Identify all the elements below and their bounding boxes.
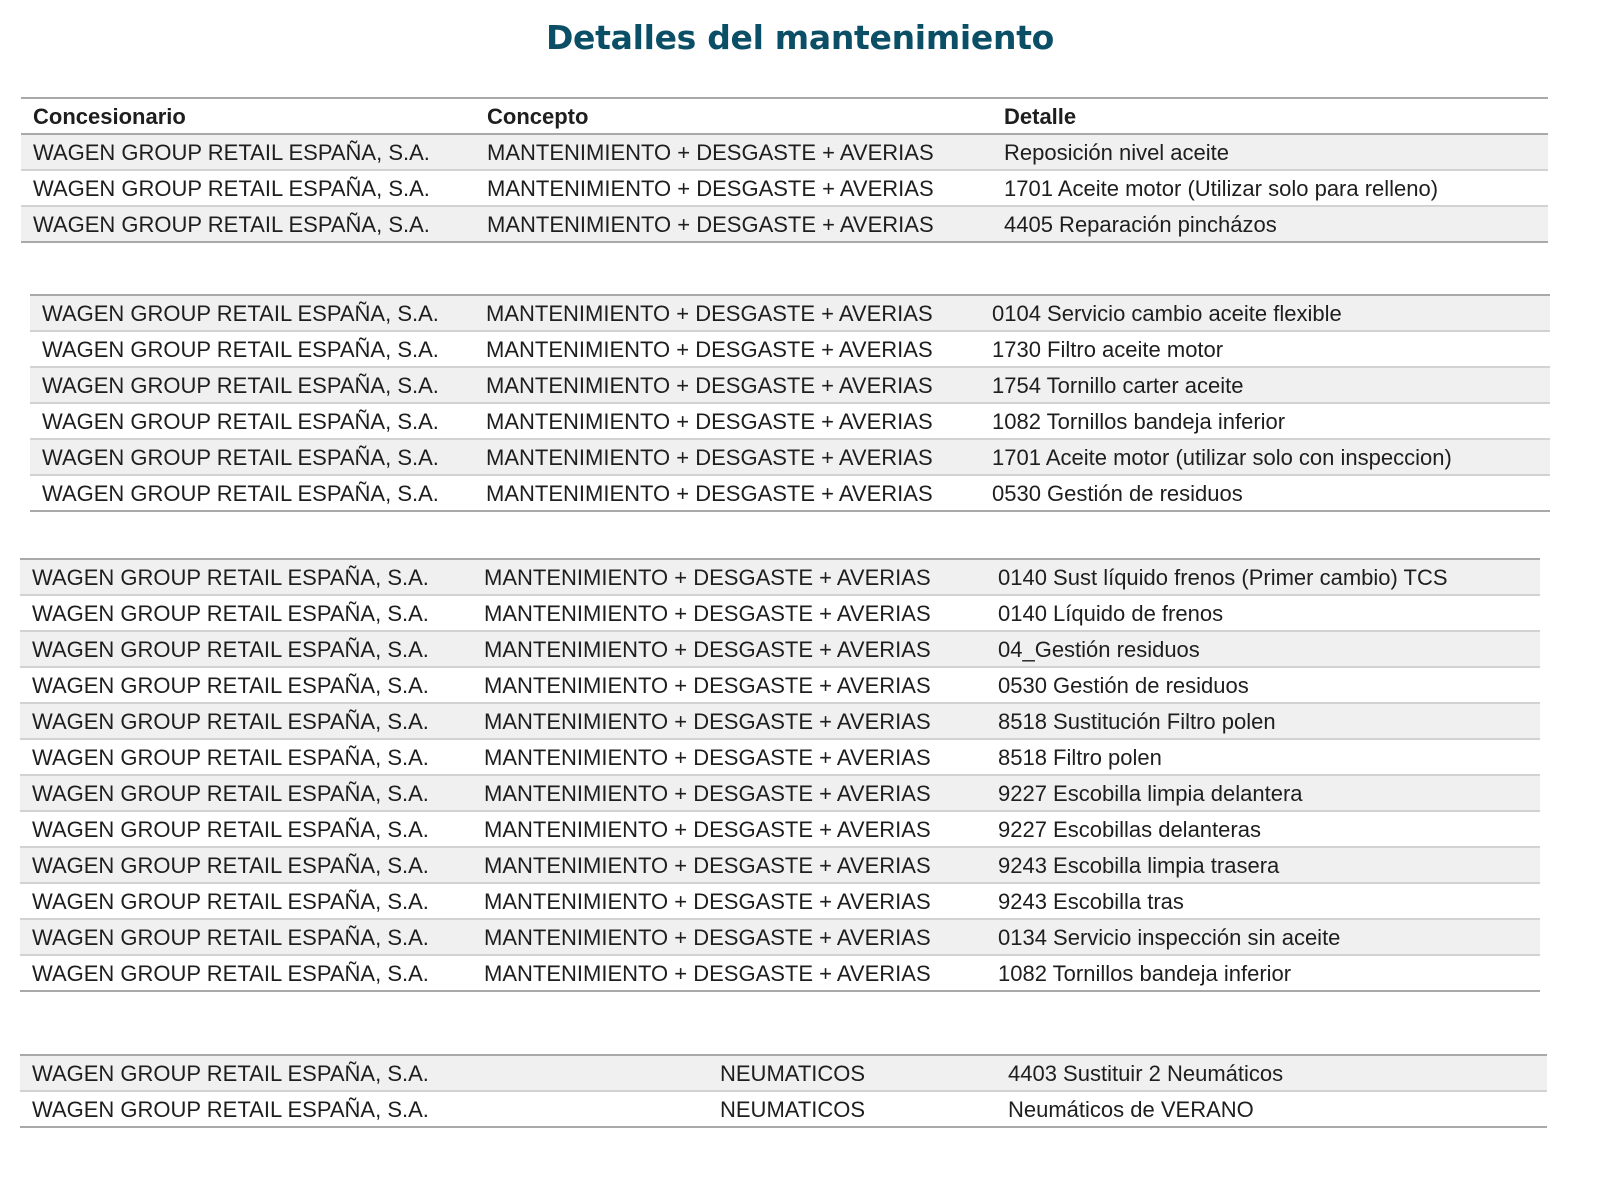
concept-cell: MANTENIMIENTO + DESGASTE + AVERIAS <box>484 925 931 950</box>
concept-cell: NEUMATICOS <box>720 1097 866 1122</box>
detail-cell: 9227 Escobilla limpia delantera <box>998 781 1303 806</box>
concept-cell: MANTENIMIENTO + DESGASTE + AVERIAS <box>486 373 933 398</box>
maintenance-table-block-3 <box>20 558 1540 992</box>
concept-cell: MANTENIMIENTO + DESGASTE + AVERIAS <box>484 745 931 770</box>
dealer-cell: WAGEN GROUP RETAIL ESPAÑA, S.A. <box>42 445 439 470</box>
page-title: Detalles del mantenimiento <box>545 18 1055 57</box>
detail-cell: 9243 Escobilla tras <box>998 889 1184 914</box>
dealer-cell: WAGEN GROUP RETAIL ESPAÑA, S.A. <box>33 176 430 201</box>
table-row <box>20 812 1540 848</box>
dealer-cell: WAGEN GROUP RETAIL ESPAÑA, S.A. <box>33 212 430 237</box>
dealer-cell: WAGEN GROUP RETAIL ESPAÑA, S.A. <box>32 601 429 626</box>
detail-cell: 1082 Tornillos bandeja inferior <box>992 409 1286 434</box>
detail-cell: 04_Gestión residuos <box>998 637 1200 662</box>
detail-cell: 1701 Aceite motor (utilizar solo con inspeccion) <box>992 445 1452 470</box>
concept-cell: MANTENIMIENTO + DESGASTE + AVERIAS <box>484 781 931 806</box>
concept-cell: MANTENIMIENTO + DESGASTE + AVERIAS <box>486 409 933 434</box>
table-row <box>21 135 1548 171</box>
concept-cell: MANTENIMIENTO + DESGASTE + AVERIAS <box>484 817 931 842</box>
table-row <box>20 740 1540 776</box>
table-row <box>20 560 1540 596</box>
concept-cell: MANTENIMIENTO + DESGASTE + AVERIAS <box>487 140 934 165</box>
dealer-cell: WAGEN GROUP RETAIL ESPAÑA, S.A. <box>32 637 429 662</box>
dealer-cell: WAGEN GROUP RETAIL ESPAÑA, S.A. <box>32 1097 429 1122</box>
dealer-cell: WAGEN GROUP RETAIL ESPAÑA, S.A. <box>32 853 429 878</box>
dealer-cell: WAGEN GROUP RETAIL ESPAÑA, S.A. <box>42 373 439 398</box>
dealer-cell: WAGEN GROUP RETAIL ESPAÑA, S.A. <box>33 140 430 165</box>
table-row <box>30 296 1550 332</box>
dealer-cell: WAGEN GROUP RETAIL ESPAÑA, S.A. <box>32 925 429 950</box>
dealer-cell: WAGEN GROUP RETAIL ESPAÑA, S.A. <box>42 481 439 506</box>
column-header-dealer: Concesionario <box>33 104 186 129</box>
detail-cell: 8518 Sustitución Filtro polen <box>998 709 1276 734</box>
concept-cell: MANTENIMIENTO + DESGASTE + AVERIAS <box>486 445 933 470</box>
detail-cell: 1701 Aceite motor (Utilizar solo para relleno) <box>1004 176 1439 201</box>
detail-cell: 1730 Filtro aceite motor <box>992 337 1224 362</box>
table-row <box>30 476 1550 512</box>
concept-cell: MANTENIMIENTO + DESGASTE + AVERIAS <box>484 961 931 986</box>
table-row <box>20 1092 1547 1128</box>
column-header-detail: Detalle <box>1004 104 1077 129</box>
dealer-cell: WAGEN GROUP RETAIL ESPAÑA, S.A. <box>32 1061 429 1086</box>
detail-cell: 0140 Líquido de frenos <box>998 601 1224 626</box>
maintenance-table-block-2 <box>30 294 1550 512</box>
concept-cell: MANTENIMIENTO + DESGASTE + AVERIAS <box>484 565 931 590</box>
table-row <box>20 920 1540 956</box>
detail-cell: 8518 Filtro polen <box>998 745 1162 770</box>
concept-cell: MANTENIMIENTO + DESGASTE + AVERIAS <box>484 673 931 698</box>
detail-cell: 4403 Sustituir 2 Neumáticos <box>1008 1061 1284 1086</box>
table-row <box>30 404 1550 440</box>
dealer-cell: WAGEN GROUP RETAIL ESPAÑA, S.A. <box>42 409 439 434</box>
table-row <box>20 884 1540 920</box>
dealer-cell: WAGEN GROUP RETAIL ESPAÑA, S.A. <box>32 781 429 806</box>
table-row <box>21 207 1548 243</box>
tyres-table-block <box>20 1054 1547 1128</box>
maintenance-table-block-1 <box>21 97 1548 243</box>
table-row <box>30 332 1550 368</box>
detail-cell: 1754 Tornillo carter aceite <box>992 373 1244 398</box>
concept-cell: MANTENIMIENTO + DESGASTE + AVERIAS <box>487 176 934 201</box>
concept-cell: MANTENIMIENTO + DESGASTE + AVERIAS <box>486 301 933 326</box>
table-header-row <box>21 99 1548 135</box>
detail-cell: 9227 Escobillas delanteras <box>998 817 1261 842</box>
detail-cell: 0530 Gestión de residuos <box>992 481 1243 506</box>
table-row <box>21 171 1548 207</box>
detail-cell: Reposición nivel aceite <box>1004 140 1230 165</box>
concept-cell: MANTENIMIENTO + DESGASTE + AVERIAS <box>486 337 933 362</box>
dealer-cell: WAGEN GROUP RETAIL ESPAÑA, S.A. <box>32 709 429 734</box>
column-header-concept: Concepto <box>487 104 589 129</box>
concept-cell: NEUMATICOS <box>720 1061 866 1086</box>
dealer-cell: WAGEN GROUP RETAIL ESPAÑA, S.A. <box>32 565 429 590</box>
table-row <box>20 668 1540 704</box>
table-row <box>20 704 1540 740</box>
detail-cell: 1082 Tornillos bandeja inferior <box>998 961 1292 986</box>
dealer-cell: WAGEN GROUP RETAIL ESPAÑA, S.A. <box>32 673 429 698</box>
detail-cell: 4405 Reparación pincházos <box>1004 212 1277 237</box>
table-row <box>30 368 1550 404</box>
dealer-cell: WAGEN GROUP RETAIL ESPAÑA, S.A. <box>32 889 429 914</box>
concept-cell: MANTENIMIENTO + DESGASTE + AVERIAS <box>484 637 931 662</box>
dealer-cell: WAGEN GROUP RETAIL ESPAÑA, S.A. <box>32 745 429 770</box>
detail-cell: 9243 Escobilla limpia trasera <box>998 853 1280 878</box>
table-row <box>20 1056 1547 1092</box>
table-row <box>20 632 1540 668</box>
dealer-cell: WAGEN GROUP RETAIL ESPAÑA, S.A. <box>32 817 429 842</box>
dealer-cell: WAGEN GROUP RETAIL ESPAÑA, S.A. <box>32 961 429 986</box>
detail-cell: 0140 Sust líquido frenos (Primer cambio) TCS <box>998 565 1448 590</box>
detail-cell: 0104 Servicio cambio aceite flexible <box>992 301 1342 326</box>
table-row <box>30 440 1550 476</box>
detail-cell: 0134 Servicio inspección sin aceite <box>998 925 1341 950</box>
concept-cell: MANTENIMIENTO + DESGASTE + AVERIAS <box>484 601 931 626</box>
concept-cell: MANTENIMIENTO + DESGASTE + AVERIAS <box>484 853 931 878</box>
table-row <box>20 596 1540 632</box>
table-row <box>20 848 1540 884</box>
concept-cell: MANTENIMIENTO + DESGASTE + AVERIAS <box>484 709 931 734</box>
detail-cell: Neumáticos de VERANO <box>1008 1097 1254 1122</box>
table-row <box>20 956 1540 992</box>
dealer-cell: WAGEN GROUP RETAIL ESPAÑA, S.A. <box>42 301 439 326</box>
concept-cell: MANTENIMIENTO + DESGASTE + AVERIAS <box>487 212 934 237</box>
detail-cell: 0530 Gestión de residuos <box>998 673 1249 698</box>
concept-cell: MANTENIMIENTO + DESGASTE + AVERIAS <box>484 889 931 914</box>
dealer-cell: WAGEN GROUP RETAIL ESPAÑA, S.A. <box>42 337 439 362</box>
table-row <box>20 776 1540 812</box>
concept-cell: MANTENIMIENTO + DESGASTE + AVERIAS <box>486 481 933 506</box>
